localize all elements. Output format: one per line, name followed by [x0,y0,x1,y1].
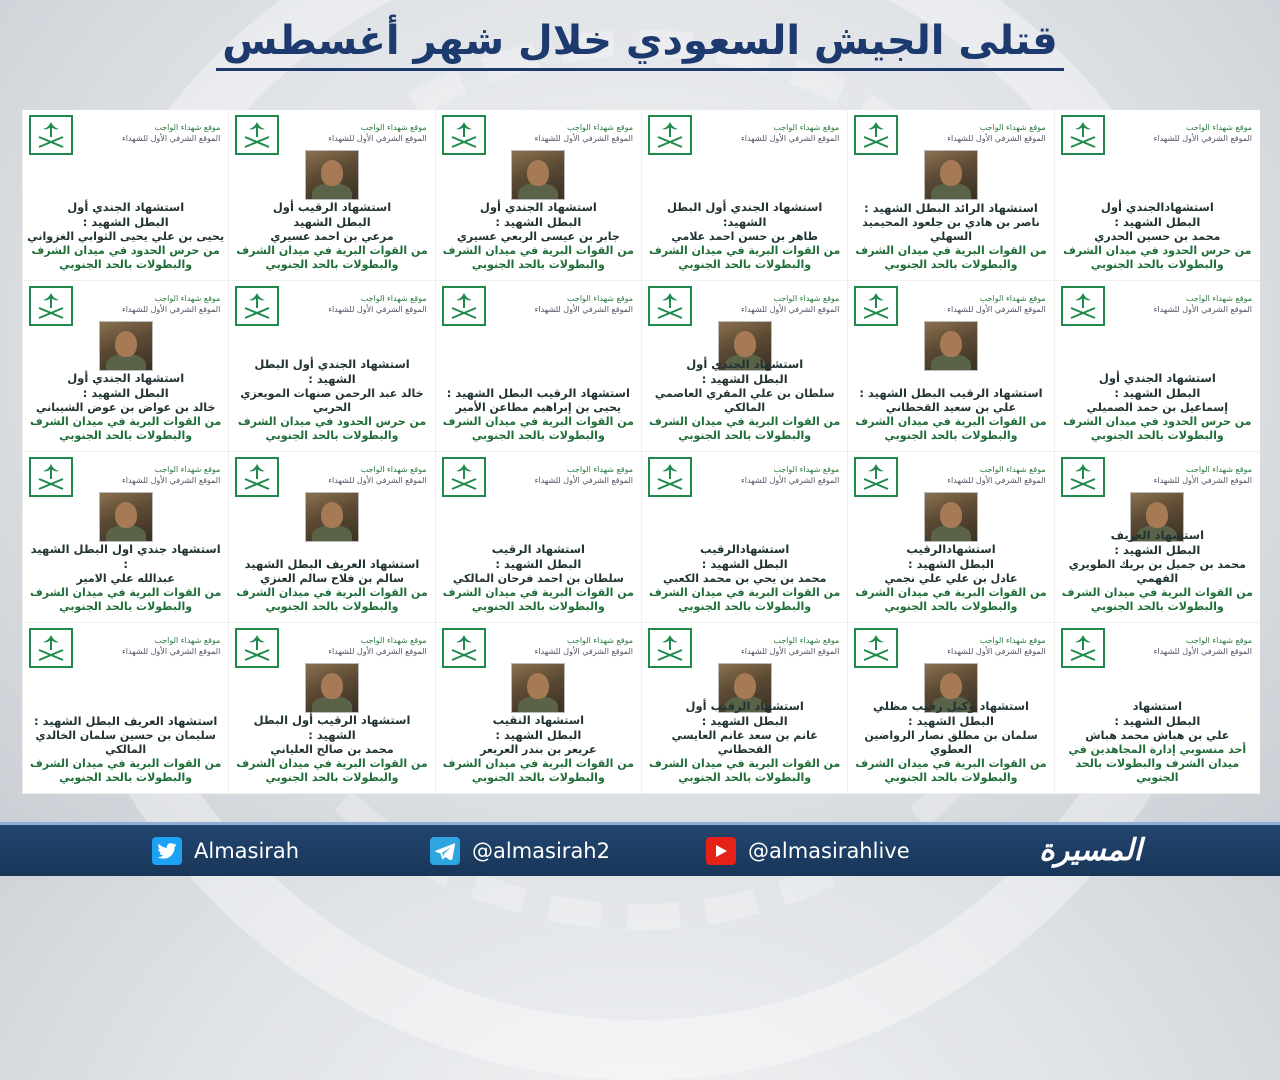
martyr-rank: استشهاد الجندي أول البطل الشهيد : [254,357,410,386]
site-name: موقع شهداء الواجب [773,294,840,303]
martyr-text [233,357,430,443]
twitter-link[interactable] [152,835,299,867]
youtube-link[interactable] [706,835,910,867]
martyr-rank: استشهاد جندي اول البطل الشهيد : [30,542,221,571]
martyr-text [646,357,843,443]
martyr-text [233,200,430,272]
martyr-unit: من القوات البرية في ميدان الشرف والبطولات بالحد الجنوبي [1061,586,1253,613]
site-caption [503,122,633,144]
martyr-name: سلمان بن مطلق نصار الرواضين العطوي [864,729,1038,756]
martyr-photo [99,492,153,542]
site-name: موقع شهداء الواجب [154,123,221,132]
martyr-card [228,623,434,794]
saudi-emblem-icon [235,286,279,326]
martyr-label: البطل الشهيد : [1114,386,1201,400]
martyr-name: عبدالله علي الامير [76,572,175,585]
header [0,18,1280,71]
site-caption [709,635,839,657]
telegram-icon [430,837,460,865]
martyr-rank: استشهاد الرقيب أول [272,200,392,214]
martyr-card [1054,623,1260,794]
saudi-emblem-icon [442,115,486,155]
twitter-handle: Almasirah [194,839,300,863]
martyr-name: جابر بن عيسى الربعي عسيري [456,230,620,243]
martyr-text [27,542,224,614]
martyr-text [1059,699,1256,785]
site-subtitle: الموقع الشرفي الأول للشهداء [534,476,634,485]
martyr-card [847,110,1053,281]
site-subtitle: الموقع الشرفي الأول للشهداء [121,476,221,485]
martyr-name: سالم بن فلاح سالم العنزي [260,572,404,585]
martyr-unit: من القوات البرية في ميدان الشرف والبطولات بالحد الجنوبي [855,415,1047,442]
martyr-label: البطل الشهيد : [495,215,582,229]
martyr-card [1054,452,1260,623]
site-subtitle: الموقع الشرفي الأول للشهداء [740,305,840,314]
martyr-unit: من القوات البرية في ميدان الشرف والبطولات بالحد الجنوبي [649,586,841,613]
site-name: موقع شهداء الواجب [567,465,634,474]
martyr-unit: من حرس الحدود في ميدان الشرف والبطولات بالحد الجنوبي [1063,244,1252,271]
saudi-emblem-icon [235,628,279,668]
martyr-text [852,386,1049,443]
martyr-name: يحيى بن علي يحيى الثوابي الغزواني [27,230,225,243]
site-caption [1122,293,1252,315]
martyr-photo [305,150,359,200]
martyr-text [1059,200,1256,272]
site-caption [1122,635,1252,657]
page-title: قتلى الجيش السعودي خلال شهر أغسطس [216,18,1063,71]
martyr-rank: استشهاد الرقيب [491,542,585,556]
martyr-card [641,452,847,623]
martyr-label: البطل الشهيد : [1114,215,1201,229]
martyr-card [228,110,434,281]
martyr-text [646,699,843,785]
site-subtitle: الموقع الشرفي الأول للشهداء [947,647,1046,656]
martyr-rank: استشهاد الجندي أول [67,200,185,214]
site-subtitle: الموقع الشرفي الأول للشهداء [121,647,221,656]
martyr-card [22,623,228,794]
site-subtitle: الموقع الشرفي الأول للشهداء [121,305,221,314]
martyr-rank: استشهاد الرقيب أول البطل الشهيد : [253,713,411,742]
martyr-rank: استشهاد وكيل رقيب مظلي [873,699,1029,713]
martyr-text [440,200,637,272]
martyr-label: البطل الشهيد : [82,215,169,229]
martyr-card [847,452,1053,623]
martyr-rank: استشهادالرقيب [700,542,790,556]
martyr-unit: من القوات البرية في ميدان الشرف والبطولات بالحد الجنوبي [236,757,428,784]
saudi-emblem-icon [442,457,486,497]
martyr-unit: من القوات البرية في ميدان الشرف والبطولات بالحد الجنوبي [30,415,222,442]
martyr-text [233,713,430,785]
saudi-emblem-icon [854,457,898,497]
site-name: موقع شهداء الواجب [567,294,634,303]
martyr-card [22,110,228,281]
telegram-handle: @almasirah2 [472,839,610,863]
martyr-photo [511,663,565,713]
martyrs-grid [22,110,1260,794]
saudi-emblem-icon [29,457,73,497]
site-caption [916,635,1046,657]
martyr-text [27,714,224,785]
site-subtitle: الموقع الشرفي الأول للشهداء [1153,134,1252,143]
site-subtitle: الموقع الشرفي الأول للشهداء [947,476,1046,485]
martyr-card [22,281,228,452]
site-caption [90,293,220,315]
martyr-rank: استشهاد العريف البطل الشهيد [244,557,420,571]
martyr-unit: أحد منسوبي إدارة المجاهدين في ميدان الشرف والبطولات بالحد الجنوبي [1068,743,1247,784]
site-caption [503,293,633,315]
site-subtitle: الموقع الشرفي الأول للشهداء [740,647,840,656]
martyr-rank: استشهاد الجندي أول [67,371,185,385]
site-name: موقع شهداء الواجب [1186,636,1252,645]
martyr-name: مرعي بن احمد عسيري [270,230,394,243]
martyr-unit: من القوات البرية في ميدان الشرف والبطولات بالحد الجنوبي [442,244,634,271]
martyr-card [641,623,847,794]
martyr-text [27,200,224,272]
martyr-label: البطل الشهيد : [1114,543,1201,557]
site-caption [1122,122,1252,144]
martyr-name: محمد بن يحي بن محمد الكعبي [662,572,827,585]
site-name: موقع شهداء الواجب [154,636,221,645]
site-caption [297,464,427,486]
martyr-rank: استشهاد الرائد البطل الشهيد : [864,201,1038,215]
martyr-photo [305,663,359,713]
martyr-name: محمد بن صالح العلياني [270,743,394,756]
site-subtitle: الموقع الشرفي الأول للشهداء [534,647,634,656]
site-caption [90,464,220,486]
martyr-card [847,281,1053,452]
martyr-card [435,110,641,281]
saudi-emblem-icon [235,457,279,497]
martyr-unit: من القوات البرية في ميدان الشرف والبطولات بالحد الجنوبي [649,244,841,271]
martyr-text [852,201,1049,272]
martyr-rank: استشهاد الرقيب أول [685,699,804,713]
martyr-text [646,200,843,272]
site-name: موقع شهداء الواجب [773,123,840,132]
site-name: موقع شهداء الواجب [979,294,1046,303]
martyr-name: ناصر بن هادي بن جلعود المحيميد السهلي [862,216,1040,243]
martyr-unit: من القوات البرية في ميدان الشرف والبطولات بالحد الجنوبي [649,757,841,784]
site-subtitle: الموقع الشرفي الأول للشهداء [1153,476,1252,485]
martyr-name: سلطان بن علي المقري العاصمي المالكي [654,387,835,414]
site-name: موقع شهداء الواجب [979,465,1046,474]
saudi-emblem-icon [648,115,692,155]
martyr-rank: استشهاد الجندي أول [1098,371,1216,385]
martyr-text [233,557,430,614]
site-caption [1122,464,1252,486]
site-subtitle: الموقع الشرفي الأول للشهداء [1153,647,1252,656]
martyr-unit: من القوات البرية في ميدان الشرف والبطولات بالحد الجنوبي [442,757,634,784]
martyr-card [435,623,641,794]
martyr-card [228,452,434,623]
martyr-label: البطل الشهيد : [908,557,994,571]
saudi-emblem-icon [854,115,898,155]
site-caption [709,464,839,486]
saudi-emblem-icon [1061,628,1105,668]
martyr-unit: من القوات البرية في ميدان الشرف والبطولات بالحد الجنوبي [236,586,428,613]
martyr-name: سليمان بن حسين سلمان الخالدي المالكي [35,729,216,756]
saudi-emblem-icon [1061,457,1105,497]
site-subtitle: الموقع الشرفي الأول للشهداء [740,134,840,143]
martyr-label: البطل الشهيد : [701,714,788,728]
martyr-label: البطل الشهيد : [701,557,788,571]
saudi-emblem-icon [1061,115,1105,155]
martyr-unit: من حرس الحدود في ميدان الشرف والبطولات بالحد الجنوبي [31,244,220,271]
martyr-label: البطل الشهيد : [82,386,169,400]
site-name: موقع شهداء الواجب [979,636,1046,645]
site-caption [916,122,1046,144]
martyr-card [1054,281,1260,452]
site-subtitle: الموقع الشرفي الأول للشهداء [947,305,1046,314]
martyr-rank: استشهاد الرقيب البطل الشهيد : [446,386,630,400]
martyr-name: يحيى بن إبراهيم مطاعن الأمير [455,401,622,414]
martyr-photo [305,492,359,542]
martyr-label: البطل الشهيد : [908,714,994,728]
martyr-photo [511,150,565,200]
martyr-name: علي بن سعيد القحطاني [885,401,1017,414]
martyr-rank: استشهادالجندي أول [1100,200,1214,214]
site-caption [297,122,427,144]
martyr-unit: من القوات البرية في ميدان الشرف والبطولات بالحد الجنوبي [855,244,1047,271]
martyr-text [646,542,843,614]
martyr-text [440,386,637,443]
youtube-handle: @almasirahlive [748,839,910,863]
martyr-text [852,542,1049,614]
site-name: موقع شهداء الواجب [154,294,221,303]
martyr-label: البطل الشهيد : [495,557,582,571]
martyr-unit: من القوات البرية في ميدان الشرف والبطولات بالحد الجنوبي [442,586,634,613]
martyr-card [1054,110,1260,281]
saudi-emblem-icon [1061,286,1105,326]
site-caption [709,122,839,144]
martyr-rank: استشهاد الجندي أول [479,200,597,214]
saudi-emblem-icon [854,628,898,668]
site-caption [297,635,427,657]
martyr-label: البطل الشهيد : [1114,714,1201,728]
martyr-photo [99,321,153,371]
telegram-link[interactable] [430,835,610,867]
youtube-icon [706,837,736,865]
saudi-emblem-icon [648,457,692,497]
site-subtitle: الموقع الشرفي الأول للشهداء [328,134,427,143]
site-subtitle: الموقع الشرفي الأول للشهداء [121,134,221,143]
martyr-unit: من القوات البرية في ميدان الشرف والبطولات بالحد الجنوبي [236,244,428,271]
martyr-card [228,281,434,452]
site-name: موقع شهداء الواجب [1186,123,1252,132]
site-name: موقع شهداء الواجب [360,636,427,645]
site-subtitle: الموقع الشرفي الأول للشهداء [534,134,634,143]
martyr-text [440,542,637,614]
site-name: موقع شهداء الواجب [773,636,840,645]
martyr-label: البطل الشهيد [293,215,371,229]
site-subtitle: الموقع الشرفي الأول للشهداء [328,476,427,485]
site-name: موقع شهداء الواجب [1186,465,1252,474]
brand-logo: المسيرة [1039,833,1142,868]
martyr-card [435,452,641,623]
saudi-emblem-icon [442,286,486,326]
footer-bar [0,822,1280,876]
twitter-icon [152,837,182,865]
site-caption [90,122,220,144]
martyr-unit: من القوات البرية في ميدان الشرف والبطولات بالحد الجنوبي [30,586,222,613]
site-caption [90,635,220,657]
martyr-text [440,713,637,785]
martyr-rank: استشهاد الجندي أول البطل الشهيد: [666,200,823,229]
saudi-emblem-icon [29,628,73,668]
martyr-card [641,110,847,281]
martyr-label: البطل الشهيد : [495,728,582,742]
site-name: موقع شهداء الواجب [154,465,221,474]
site-subtitle: الموقع الشرفي الأول للشهداء [1153,305,1252,314]
martyr-text [27,371,224,443]
martyr-name: محمد بن حسين الحدري [1094,230,1221,243]
martyr-unit: من القوات البرية في ميدان الشرف والبطولات بالحد الجنوبي [855,586,1047,613]
site-subtitle: الموقع الشرفي الأول للشهداء [740,476,840,485]
saudi-emblem-icon [648,286,692,326]
martyr-rank: استشهاد العريف البطل الشهيد : [34,714,218,728]
martyr-name: خالد عبد الرحمن صنهات المويعزي الحربي [240,387,424,414]
martyr-text [852,699,1049,785]
martyr-photo [924,492,978,542]
martyr-name: خالد بن عواض بن عوض الشيباني [35,401,216,414]
site-subtitle: الموقع الشرفي الأول للشهداء [328,647,427,656]
saudi-emblem-icon [235,115,279,155]
martyr-card [641,281,847,452]
martyr-label: البطل الشهيد : [701,372,788,386]
martyr-unit: من القوات البرية في ميدان الشرف والبطولات بالحد الجنوبي [30,757,222,784]
martyr-photo [924,321,978,371]
martyr-rank: استشهاد النقيب [492,713,585,727]
martyr-unit: من حرس الحدود في ميدان الشرف والبطولات بالحد الجنوبي [237,415,427,442]
site-caption [503,464,633,486]
site-subtitle: الموقع الشرفي الأول للشهداء [534,305,634,314]
site-caption [916,464,1046,486]
martyr-rank: استشهاد العريف [1110,528,1205,542]
site-name: موقع شهداء الواجب [360,123,427,132]
saudi-emblem-icon [854,286,898,326]
site-subtitle: الموقع الشرفي الأول للشهداء [328,305,427,314]
martyr-unit: من القوات البرية في ميدان الشرف والبطولات بالحد الجنوبي [442,415,634,442]
site-name: موقع شهداء الواجب [360,294,427,303]
site-caption [916,293,1046,315]
martyr-rank: استشهادالرقيب [906,542,996,556]
saudi-emblem-icon [29,115,73,155]
saudi-emblem-icon [442,628,486,668]
martyr-rank: استشهاد الجندي أول [686,357,804,371]
site-subtitle: الموقع الشرفي الأول للشهداء [947,134,1046,143]
martyr-text [1059,371,1256,443]
martyr-rank: استشهاد الرقيب البطل الشهيد : [859,386,1043,400]
site-caption [297,293,427,315]
martyr-unit: من القوات البرية في ميدان الشرف والبطولات بالحد الجنوبي [649,415,841,442]
martyr-name: عريعر بن بندر العريعر [480,743,597,756]
martyr-name: محمد بن جميل بن بريك الطويري الفهمي [1068,558,1246,585]
martyr-name: علي بن هباش محمد هباش [1085,729,1230,742]
site-name: موقع شهداء الواجب [979,123,1046,132]
martyr-unit: من حرس الحدود في ميدان الشرف والبطولات بالحد الجنوبي [1063,415,1252,442]
site-name: موقع شهداء الواجب [567,123,634,132]
martyr-text [1059,528,1256,614]
martyr-card [22,452,228,623]
martyr-rank: استشهاد [1132,699,1183,713]
martyr-name: إسماعيل بن حمد الصميلي [1086,401,1228,414]
martyr-card [847,623,1053,794]
martyr-name: عادل بن علي علي نجمي [884,572,1018,585]
martyr-name: سلطان بن احمد فرحان المالكي [452,572,624,585]
martyr-photo [924,150,978,200]
site-name: موقع شهداء الواجب [773,465,840,474]
saudi-emblem-icon [29,286,73,326]
site-name: موقع شهداء الواجب [567,636,634,645]
martyr-card [435,281,641,452]
site-caption [503,635,633,657]
site-caption [709,293,839,315]
martyr-unit: من القوات البرية في ميدان الشرف والبطولات بالحد الجنوبي [855,757,1047,784]
martyr-name: طاهر بن حسن احمد علامي [671,230,818,243]
saudi-emblem-icon [648,628,692,668]
site-name: موقع شهداء الواجب [1186,294,1252,303]
site-name: موقع شهداء الواجب [360,465,427,474]
martyr-name: غانم بن سعد غانم العايسي القحطاني [671,729,818,756]
